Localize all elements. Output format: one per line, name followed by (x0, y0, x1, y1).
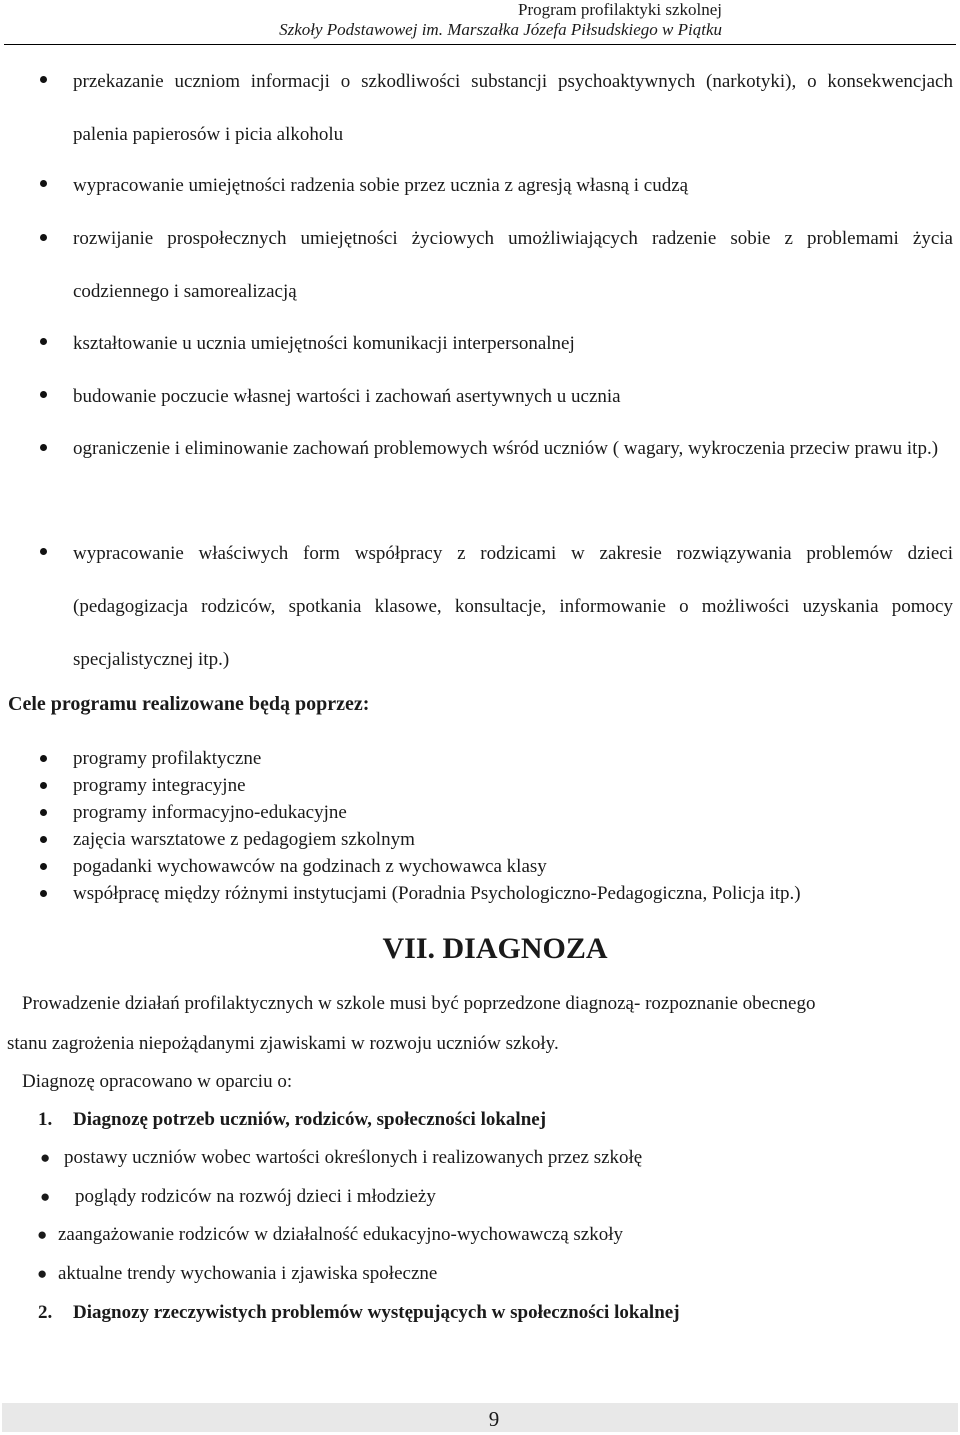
bullet-icon (40, 444, 47, 451)
means-heading: Cele programu realizowane będą poprzez: (8, 693, 370, 715)
goal-item: ograniczenie i eliminowanie zachowań problemowych wśród uczniów ( wagary, wykroczenia przeciw prawu itp.) (73, 438, 939, 459)
means-item: programy profilaktyczne (73, 748, 262, 769)
sub-item: poglądy rodziców na rozwój dzieci i młodzieży (75, 1186, 436, 1207)
page-number: 9 (488, 1407, 500, 1431)
bullet-icon (40, 548, 47, 555)
bullet-icon: ● (40, 1187, 51, 1206)
bullet-icon: ● (40, 1148, 51, 1167)
bullet-icon (40, 338, 47, 345)
basis-text: Diagnozę opracowano w oparciu o: (22, 1071, 293, 1092)
sub-item: aktualne trendy wychowania i zjawiska społeczne (58, 1263, 438, 1284)
intro-line-1: Prowadzenie działań profilaktycznych w szkole musi być poprzedzone diagnozą- rozpoznanie obecnego (22, 993, 816, 1014)
goal-item: przekazanie uczniom informacji o szkodliwości substancji psychoaktywnych (narkotyki), o konsekwencjach palenia papierosów i picia alkoholu (73, 71, 953, 145)
means-item: współpracę między różnymi instytucjami (Poradnia Psychologiczno-Pedagogiczna, Policja itp.) (73, 883, 801, 904)
bullet-icon (40, 76, 47, 83)
item-1-title: Diagnozę potrzeb uczniów, rodziców, społeczności lokalnej (73, 1109, 547, 1130)
header-divider (4, 44, 956, 45)
means-item: zajęcia warsztatowe z pedagogiem szkolnym (73, 829, 415, 850)
means-item: programy informacyjno-edukacyjne (73, 802, 347, 823)
bullet-icon (40, 836, 47, 843)
page-footer (2, 1403, 958, 1432)
goal-item: budowanie poczucie własnej wartości i zachowań asertywnych u ucznia (73, 386, 621, 407)
bullet-icon (40, 755, 47, 762)
header-program-title: Program profilaktyki szkolnej (518, 0, 722, 19)
bullet-icon: ● (37, 1225, 48, 1244)
intro-line-2: stanu zagrożenia niepożądanymi zjawiskami w rozwoju uczniów szkoły. (7, 1033, 559, 1054)
bullet-icon (40, 890, 47, 897)
sub-item: zaangażowanie rodziców w działalność edukacyjno-wychowawczą szkoły (58, 1224, 623, 1245)
goal-item: rozwijanie prospołecznych umiejętności życiowych umożliwiających radzenie sobie z problemami życia codziennego i samorealizacją (73, 228, 953, 302)
sub-item: postawy uczniów wobec wartości określonych i realizowanych przez szkołę (64, 1147, 643, 1168)
goal-item: kształtowanie u ucznia umiejętności komunikacji interpersonalnej (73, 333, 575, 354)
bullet-icon (40, 391, 47, 398)
item-1-number: 1. (38, 1109, 53, 1130)
page-header (279, 0, 722, 40)
bullet-icon (40, 782, 47, 789)
item-2-title: Diagnozy rzeczywistych problemów występujących w społeczności lokalnej (73, 1302, 680, 1323)
bullet-icon (40, 180, 47, 187)
means-item: programy integracyjne (73, 775, 246, 796)
item-2-number: 2. (38, 1302, 53, 1323)
bullet-icon (40, 863, 47, 870)
section-title: VII. DIAGNOZA (382, 932, 608, 965)
bullet-icon (40, 234, 47, 241)
bullet-icon (40, 809, 47, 816)
bullet-icon: ● (37, 1264, 48, 1283)
header-school-name: Szkoły Podstawowej im. Marszałka Józefa Piłsudskiego w Piątku (279, 20, 722, 39)
goal-item: wypracowanie umiejętności radzenia sobie przez ucznia z agresją własną i cudzą (73, 175, 689, 196)
means-item: pogadanki wychowawców na godzinach z wychowawca klasy (73, 856, 547, 877)
goal-item: wypracowanie właściwych form współpracy z rodzicami w zakresie rozwiązywania problemów dzieci (pedagogizacja rodziców, spotkania klasowe, konsultacje, informowanie o możliwości uzyskania pomocy specjalistycznej itp.) (73, 543, 953, 670)
